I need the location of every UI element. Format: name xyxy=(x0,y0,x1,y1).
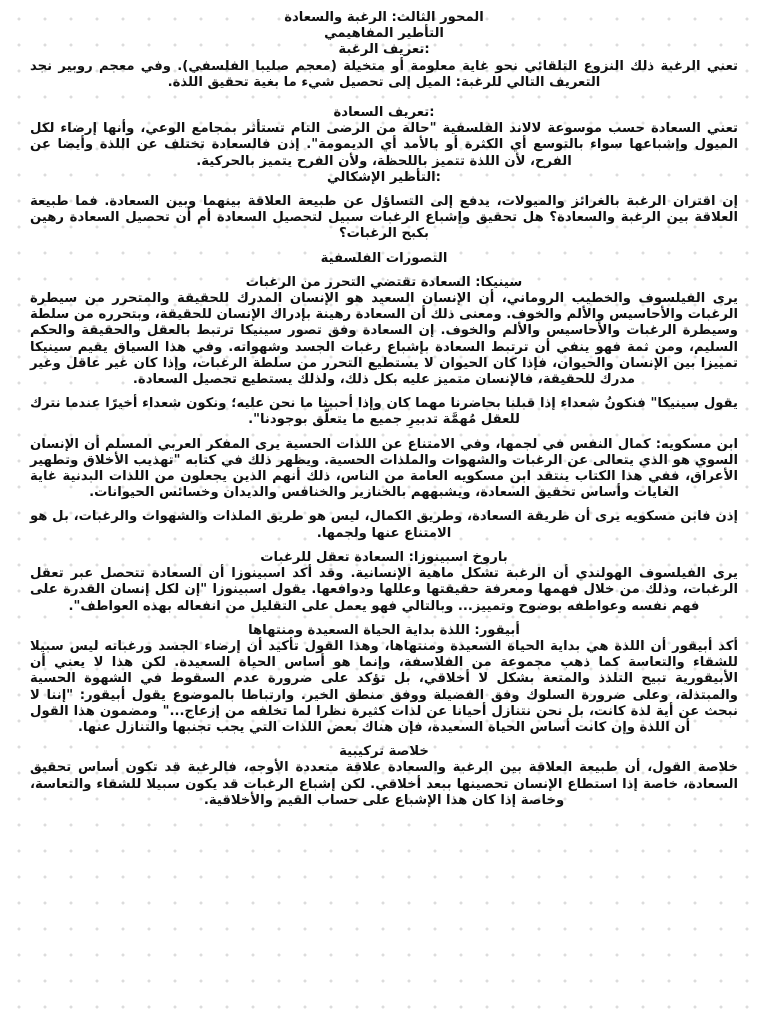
seneca-heading: سينيكا: السعادة تقتضي التحرر من الرغبات xyxy=(245,274,523,290)
epicurus-heading: أبيقور: اللذة بداية الحياة السعيدة ومنتهاها xyxy=(248,622,520,638)
synthesis-heading: خلاصة تركيبية xyxy=(339,744,429,760)
miskawayh-conclusion: إذن فابن مسكويه يرى أن طريقة السعادة، وطريق الكمال، ليس هو طريق الملذات والشهوات والرغبات، بل هو الامتناع عنها ولجمها. xyxy=(30,509,738,541)
spacer xyxy=(30,429,738,437)
conceptions-heading: التصورات الفلسفية xyxy=(320,250,448,266)
seneca-text: يرى الفيلسوف والخطيب الروماني، أن الإنسان السعيد هو الإنسان المدرك للحقيقة والمتحرر من سيطرة الرغبات والأحاسيس والألم والخوف. ومعنى ذلك أن السعادة رهينة بإدراك الإنسان للحقيقة، وبتحرره من سلطة وسيطرة الرغبات والأحاسيس والألم والخوف. إن السعادة وفق تصور سينيكا ترتبط بالعقل والحقيقة والحكم السليم، ومن ثمة فهو ينفي أن ترتبط السعادة بإشباع رغبات الجسد وشهواته. وفي هذا السياق يقيم سينيكا تمييزا بين الإنسان والحيوان، فإذا كان الحيوان لا يستطيع التحرر من سلطة الرغبات، وإذا كان غير عاقل وغير مدرك للحقيقة، فالإنسان متميز عليه بكل ذلك، ولذلك يستطيع تحصيل السعادة. xyxy=(30,291,738,388)
desire-definition-heading: :تعريف الرغبة xyxy=(338,42,430,58)
epicurus-text: أكد أبيقور أن اللذة هي بداية الحياة السعيدة ومنتهاها، وهذا القول تأكيد أن إرضاء الجسد ورغباته ليس سبيلا للشقاء والتعاسة كما ذهب مجموعة من الفلاسفة، وإنما هو أساس الحياة السعيدة. لكن هذا لا يعني أن الأبيقورية تبيح التلذذ والمتعة بشكل لا أخلاقي، بل تؤكد على ضرورة عدم السقوط في الشهوة الحسية والمبتذلة، وعلى ضرورة السلوك وفق الفضيلة ووفق منطق الخير. وارتباطا بالموضوع يقول أبيقور: "إننا لا نبحث عن أية لذة كانت، بل نحن نتنازل أحيانا عن لذات كثيرة نظرا لما تخلفه من إزعاج..." ومضمون هذا القول أن اللذة وإن كانت أساس الحياة السعيدة، فإن هناك بعض اللذات التي يجب تجنبها والتنازل عنها. xyxy=(30,638,738,735)
happiness-definition-text: تعني السعادة حسب موسوعة لالاند الفلسفية "حالة من الرضى التام تستأثر بمجامع الوعي، وأنها إرضاء لكل الميول وإشباعها سواء بالتوسع أي الكثرة أو بالأمد أي الديمومة". إذن فالسعادة تختلف عن اللذة وأيضا عن الفرح، لأن اللذة تتميز باللحظة، ولأن الفرح يتميز بالحركية. xyxy=(30,121,738,169)
spinoza-heading: باروخ اسبينوزا: السعادة تعقل للرغبات xyxy=(260,549,508,565)
spacer xyxy=(30,91,738,105)
seneca-quote: يقول سينيكا" فنكونُ شعداء إذا قبلنا بحاضرنا مهما كان وإذا أحببنا ما نحن عليه؛ ونكون شعداء أخيرًا عندما نترك للعقل مُهمَّة تدبيرِ جميع ما يتعلّق بوجودنا". xyxy=(30,396,738,428)
happiness-definition-heading: :تعريف السعادة xyxy=(333,105,435,121)
framing-title: التأطير المفاهيمي xyxy=(324,26,444,42)
miskawayh-text: ابن مسكويه: كمال النفس في لجمها، وفي الامتناع عن اللذات الحسية يرى المفكر العربي المسلم أن الإنسان السوي هو الذي يتعالى عن الرغبات والشهوات والملذات الحسية. ويظهر ذلك في كتابه "تهذيب الأخلاق وتطهير الأعراق، ففي هذا الكتاب ينتقد ابن مسكويه العامة من الناس، ذلك أنهم الذين يجعلون من اللذات البدنية غاية الغايات وأساس تحقيق السعادة، ويشبههم بالخنازير والخنافس والديدان وخسائس الحيوانات. xyxy=(30,436,738,501)
spacer xyxy=(30,243,738,251)
problematic-heading: :التأطير الإشكالي xyxy=(327,169,441,185)
spacer xyxy=(30,615,738,623)
spacer xyxy=(30,186,738,194)
spacer xyxy=(30,267,738,275)
synthesis-text: خلاصة القول، أن طبيعة العلاقة بين الرغبة والسعادة علاقة متعددة الأوجه، فالرغبة قد تكون أساس تحقيق السعادة، خاصة إذا استطاع الإنسان تحصينها ببعد أخلاقي. لكن إشباع الرغبات قد يكون سبيلا للشقاء والتعاسة، وخاصة إذا كان هذا الإشباع على حساب القيم والأخلاقية. xyxy=(30,760,738,808)
spinoza-text: يرى الفيلسوف الهولندي أن الرغبة تشكل ماهية الإنسانية. وقد أكد اسبينوزا أن السعادة تتحصل عبر تعقل الرغبات، وذلك من خلال فهمها ومعرفة حقيقتها وعللها ودوافعها. يقول اسبينوزا "إن لكل إنسان القدرة على فهم نفسه وعواطفه بوضوح وتمييز... وبالتالي فهو يعمل على التقليل من انفعاله بهذه العواطف". xyxy=(30,566,738,614)
axis-title: المحور الثالث: الرغبة والسعادة xyxy=(284,10,484,25)
problematic-text: إن اقتران الرغبة بالغرائز والميولات، يدفع إلى التساؤل عن طبيعة العلاقة بينهما وبين السعادة. فما طبيعة العلاقة بين الرغبة والسعادة؟ هل تحقيق وإشباع الرغبات سبيل لتحصيل السعادة أم أن تحصيل السعادة رهين بكبح الرغبات؟ xyxy=(30,194,738,242)
spacer xyxy=(30,736,738,744)
spacer xyxy=(30,542,738,550)
desire-definition-text: تعني الرغبة ذلك النزوع التلقائي نحو غاية معلومة أو متخيلة (معجم صليبا الفلسفي). وفي معجم روبير نجد التعريف التالي للرغبة: الميل إلى تحصيل شيء ما بغية تحقيق اللذة. xyxy=(30,58,738,90)
